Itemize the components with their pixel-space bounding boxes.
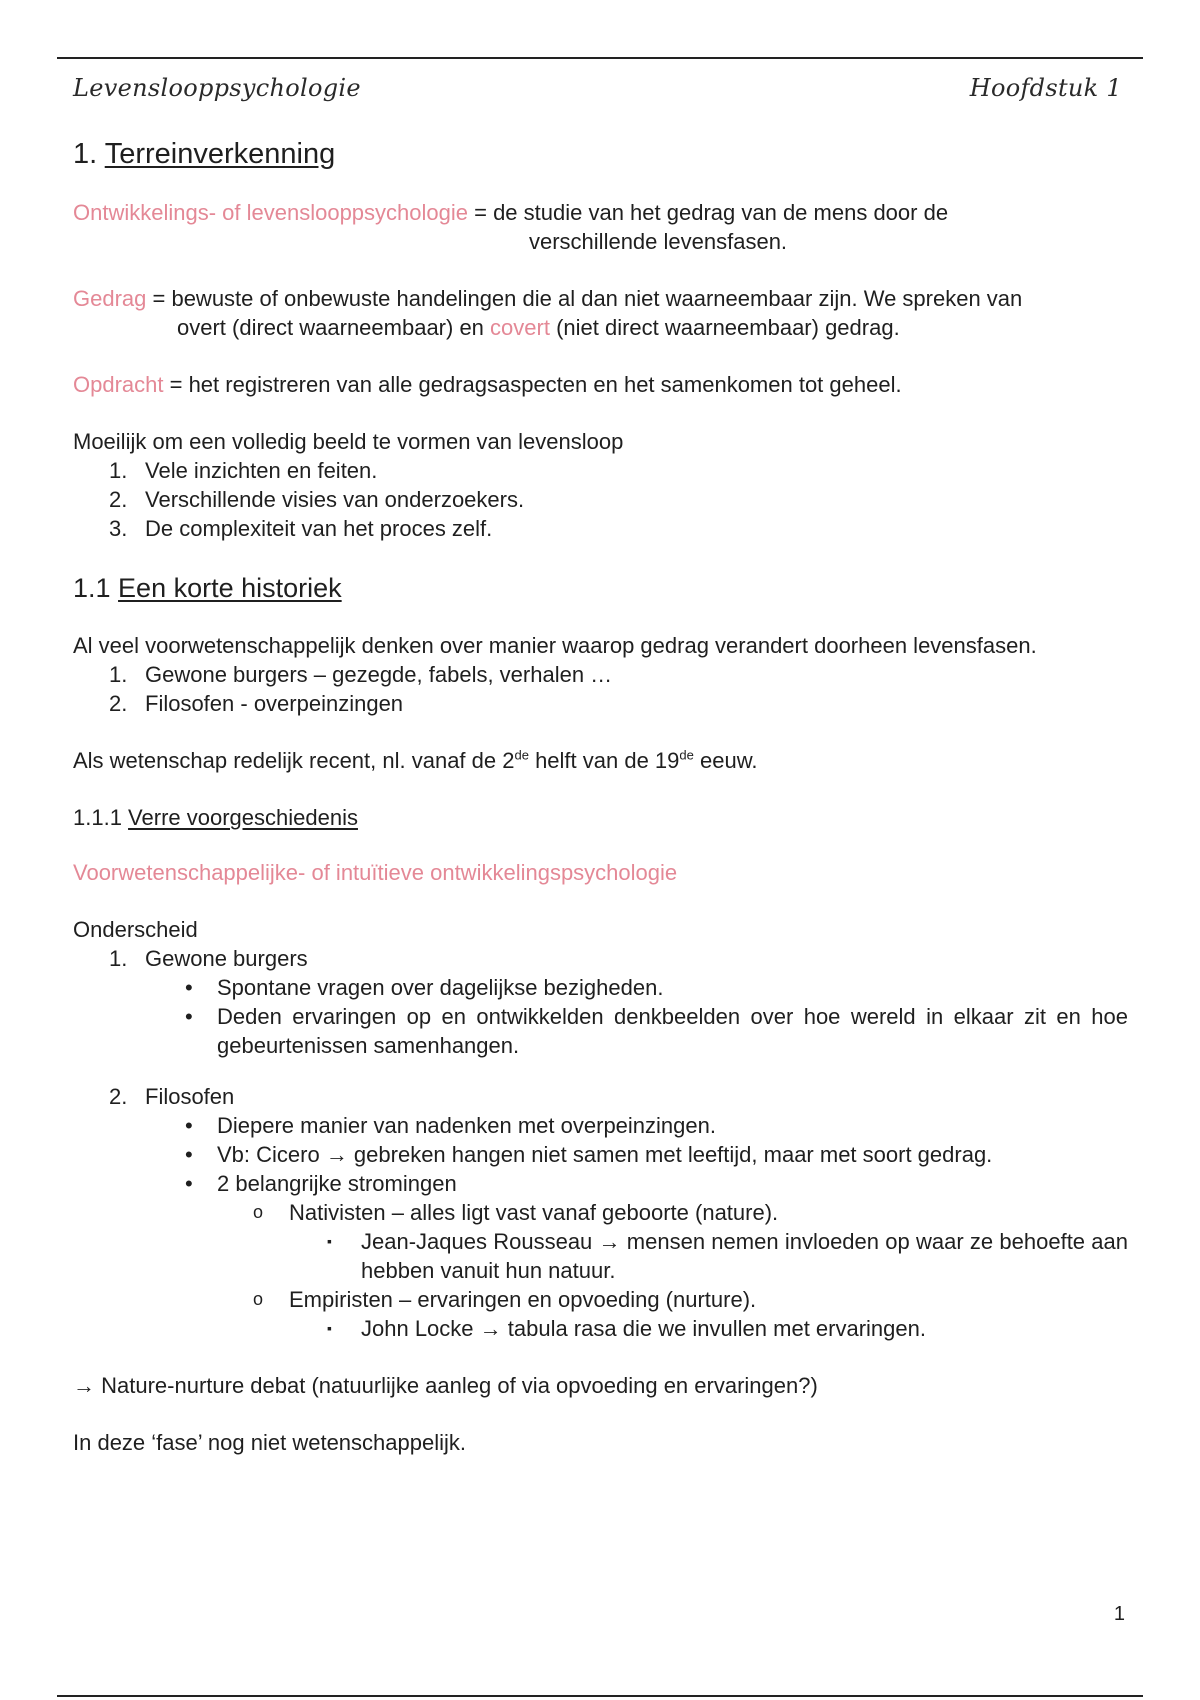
history-list: Al veel voorwetenschappelijk denken over manier waarop gedrag verandert doorheen levensfasen. 1. Gewone burgers – gezegde, fabels, verhalen … 2. Filosofen - overpeinzingen: [73, 631, 1128, 718]
list-item: 2. Verschillende visies van onderzoekers.: [109, 487, 525, 512]
section-heading-1-1-1: 1.1.1 Verre voorgeschiedenis: [73, 805, 358, 830]
page-content: [73, 136, 1128, 1457]
list-item: 1. Gewone burgers – gezegde, fabels, verhalen …: [109, 662, 613, 687]
header-course-title: Levenslooppsychologie: [73, 74, 361, 102]
onderscheid-list: Onderscheid 1. Gewone burgers • Spontane vragen over dagelijkse bezigheden. • Deden ervaringen op en ontwikkelden denkbeelden over hoe wereld in elkaar zit en hoe gebeurtenissen samenhangen. 2. Filosofen • Diepere manier van nadenken met overpeinzingen. • Vb: Cicero → gebreken hangen niet samen met leeftijd, maar met soort gedrag. • 2 belangrijke stromingen o Nativisten – alles ligt vast vanaf geboorte (nature). ▪ Jean-Jaques Rousseau → mensen nemen invloeden op waar ze behoefte aan hebben vanuit hun natuur. o Empiristen – ervaringen en opvoeding (nurture). ▪ John Locke → tabula rasa die we invullen met ervaringen.: [73, 917, 1128, 1341]
bullet-item: • Vb: Cicero → gebreken hangen niet samen met leeftijd, maar met soort gedrag.: [185, 1142, 993, 1167]
definition-ontwikkeling: Ontwikkelings- of levenslooppsychologie = de studie van het gedrag van de mens door de verschillende levensfasen.: [73, 200, 949, 254]
footer-rule: [57, 1695, 1143, 1697]
header-chapter: Hoofdstuk 1: [969, 74, 1122, 102]
sub-sub-bullet-item: ▪ Jean-Jaques Rousseau → mensen nemen invloeden op waar ze behoefte aan hebben vanuit hun natuur.: [327, 1229, 1128, 1283]
phase-paragraph: In deze ‘fase’ nog niet wetenschappelijk.: [73, 1430, 466, 1455]
science-paragraph: Als wetenschap redelijk recent, nl. vanaf de 2de helft van de 19de eeuw.: [73, 747, 758, 773]
list-item: 1. Vele inzichten en feiten.: [109, 458, 378, 483]
pink-subheading: Voorwetenschappelijke- of intuïtieve ontwikkelingspsychologie: [73, 860, 678, 885]
sub-bullet-item: o Empiristen – ervaringen en opvoeding (nurture).: [253, 1287, 757, 1312]
sub-bullet-item: o Nativisten – alles ligt vast vanaf geboorte (nature).: [253, 1200, 779, 1225]
bullet-item: • 2 belangrijke stromingen: [185, 1171, 457, 1196]
list-item: 2. Filosofen - overpeinzingen: [109, 691, 404, 716]
header-rule: [57, 57, 1143, 59]
section-heading-1: 1. Terreinverkenning: [73, 138, 336, 170]
list-item: 3. De complexiteit van het proces zelf.: [109, 516, 493, 541]
bullet-item: • Diepere manier van nadenken met overpeinzingen.: [185, 1113, 716, 1138]
bullet-item: • Spontane vragen over dagelijkse bezigheden.: [185, 975, 664, 1000]
list-item: 1. Gewone burgers: [109, 946, 308, 971]
page-number: 1: [1113, 1603, 1125, 1625]
list-item: 2. Filosofen: [109, 1084, 235, 1109]
definition-gedrag: Gedrag = bewuste of onbewuste handelingen die al dan niet waarneembaar zijn. We spreken van overt (direct waarneembaar) en covert (niet direct waarneembaar) gedrag.: [73, 286, 1023, 340]
bullet-item: • Deden ervaringen op en ontwikkelden denkbeelden over hoe wereld in elkaar zit en hoe gebeurtenissen samenhangen.: [185, 1004, 1128, 1058]
section-heading-1-1: 1.1 Een korte historiek: [73, 573, 342, 603]
debate-paragraph: → Nature-nurture debat (natuurlijke aanleg of via opvoeding en ervaringen?): [73, 1373, 818, 1398]
difficulty-list: Moeilijk om een volledig beeld te vormen van levensloop 1. Vele inzichten en feiten. 2. Verschillende visies van onderzoekers. 3. De complexiteit van het proces zelf.: [73, 427, 1128, 543]
sub-sub-bullet-item: ▪ John Locke → tabula rasa die we invullen met ervaringen.: [327, 1316, 926, 1341]
definition-opdracht: Opdracht = het registreren van alle gedragsaspecten en het samenkomen tot geheel.: [73, 372, 902, 397]
